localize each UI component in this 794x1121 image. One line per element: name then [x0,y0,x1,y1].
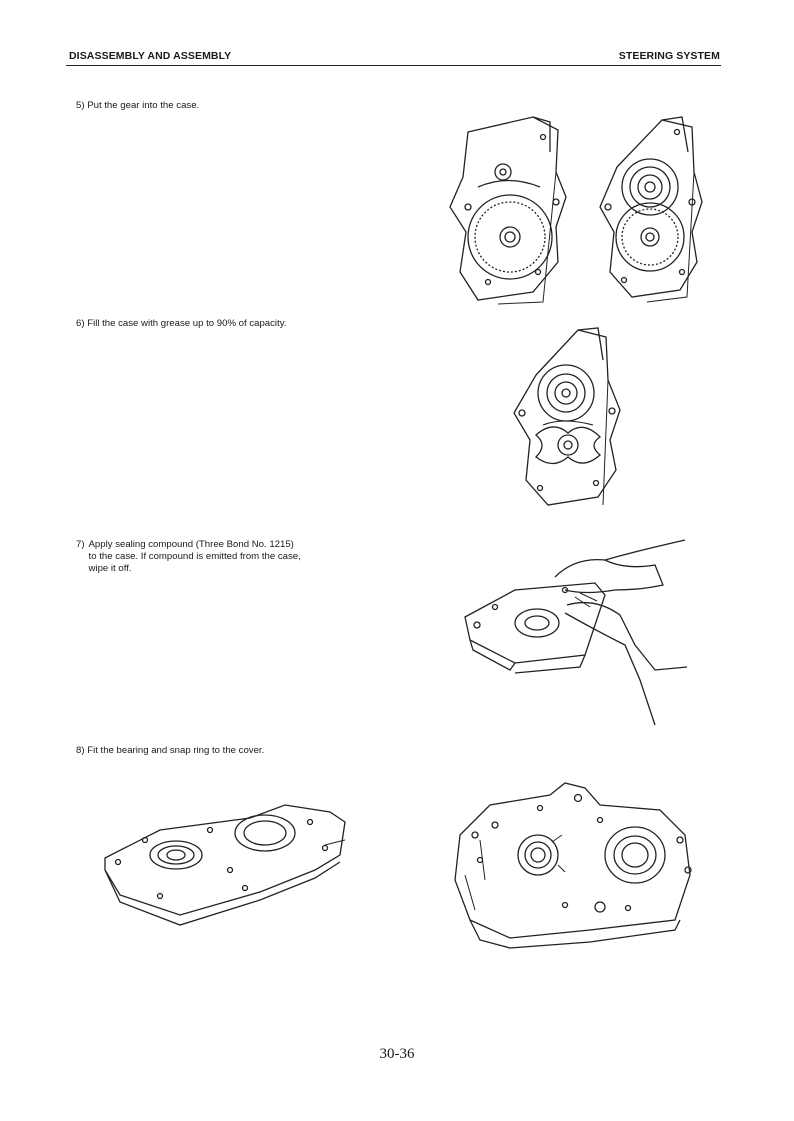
step-7-text: Apply sealing compound (Three Bond No. 1215) to the case. If compound is emitted from the case, wipe it off. [88,539,301,574]
header-section-title: DISASSEMBLY AND ASSEMBLY [69,50,232,62]
step-8 [76,745,264,757]
step-5-text: Put the gear into the case. [87,100,200,111]
gear-case-figure-left [438,112,598,307]
header-rule [66,65,721,66]
step-6 [76,318,286,330]
step-8-text: Fit the bearing and snap ring to the cover. [87,745,265,756]
step-7 [76,539,301,575]
gear-case-figure-right [592,112,722,307]
step-7-number: 7) [76,539,85,550]
page-number: 30-36 [379,1046,415,1062]
page-header [66,50,720,64]
header-system-title: STEERING SYSTEM [618,50,720,62]
step-5-number: 5) [76,100,85,111]
step-8-number: 8) [76,745,85,756]
cover-bearing-figure-right [450,780,700,950]
step-6-number: 6) [76,318,85,329]
cover-bearing-figure-left [100,800,350,930]
grease-filled-case-figure [508,325,643,510]
step-6-text: Fill the case with grease up to 90% of capacity. [87,318,287,329]
sealing-compound-figure [455,535,690,735]
step-5 [76,100,199,112]
